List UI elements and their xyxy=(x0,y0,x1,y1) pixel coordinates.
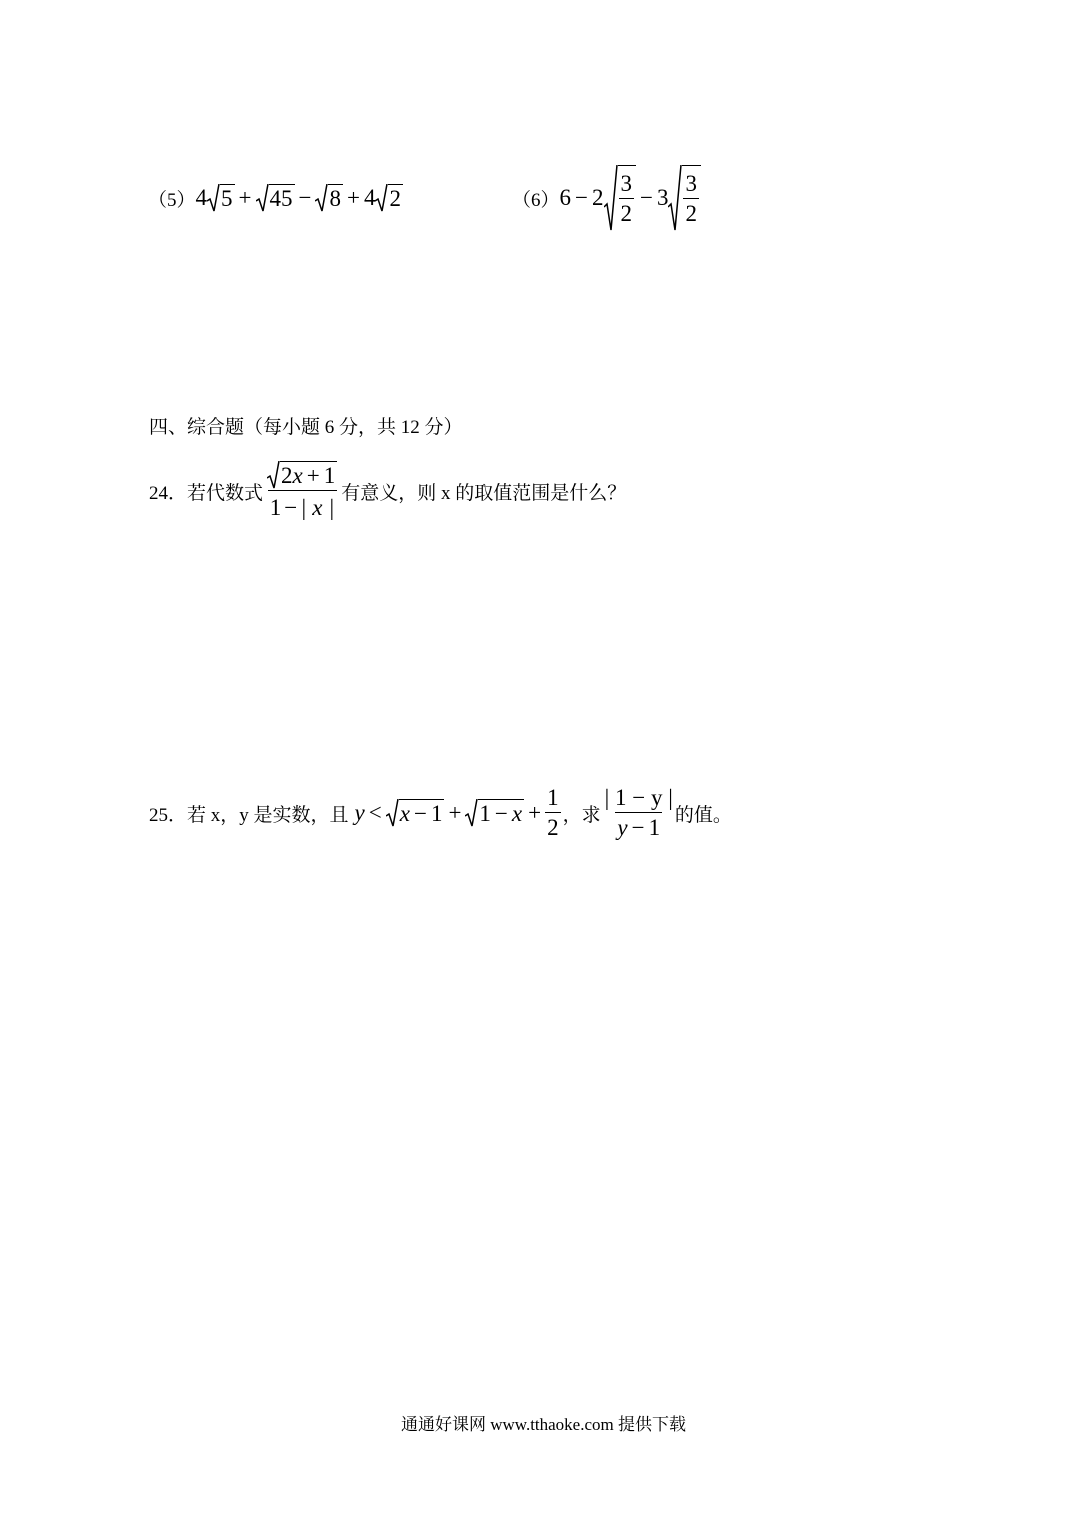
q25-inequality xyxy=(355,785,561,841)
operator: − xyxy=(298,185,312,210)
problem-6-expression xyxy=(560,165,701,231)
sqrt-5 xyxy=(207,184,235,212)
question-suffix: 的值。 xyxy=(674,804,732,826)
question-prefix: 若 x，y 是实数，且 xyxy=(187,804,349,826)
radicand xyxy=(399,799,445,827)
operator: − xyxy=(631,815,645,840)
sqrt-45 xyxy=(256,184,295,212)
variable: x xyxy=(292,463,303,489)
coef: 4 xyxy=(363,185,376,210)
sqrt-2 xyxy=(375,184,403,212)
constant: 6 xyxy=(559,185,572,210)
problem-5 xyxy=(148,180,403,216)
coef: 3 xyxy=(656,185,669,210)
q24-denominator xyxy=(268,490,337,521)
abs-1-minus-y: | 1 − y | xyxy=(604,785,673,810)
question-25 xyxy=(149,780,732,846)
radicand: 2 xyxy=(389,186,401,211)
numerator: 1 xyxy=(547,785,559,810)
radicand: 8 xyxy=(329,186,341,211)
term: 1 xyxy=(479,801,491,826)
sqrt-fraction-2 xyxy=(668,165,701,231)
radicand xyxy=(478,799,524,827)
variable: y xyxy=(354,800,365,825)
radicand: 45 xyxy=(269,186,293,211)
numerator: 3 xyxy=(685,171,697,196)
sqrt-x-minus-1 xyxy=(386,799,445,827)
question-24 xyxy=(149,453,626,529)
question-number: 25． xyxy=(149,804,188,826)
problem-6-label: （6） xyxy=(512,189,560,211)
numerator xyxy=(603,785,675,812)
term: 1 xyxy=(323,463,336,489)
coef: 4 xyxy=(195,185,208,210)
operator: + xyxy=(448,800,462,825)
question-middle: ，求 xyxy=(562,804,601,826)
operator: − xyxy=(640,185,653,210)
problem-5-label: （5） xyxy=(148,189,196,211)
numerator: 3 xyxy=(620,171,632,196)
denominator: 2 xyxy=(619,198,635,227)
operator: + xyxy=(346,185,360,210)
variable: x xyxy=(399,801,410,826)
sqrt-1-minus-x xyxy=(465,799,524,827)
sqrt-8 xyxy=(315,184,343,212)
denominator xyxy=(615,812,662,841)
q24-numerator xyxy=(265,461,339,491)
radicand: 5 xyxy=(221,186,233,211)
operator: − xyxy=(284,495,298,521)
operator: − xyxy=(494,801,508,826)
term: 1 xyxy=(269,495,282,521)
denominator: 2 xyxy=(545,812,561,841)
page-footer: 通通好课网 www.tthaoke.com 提供下载 xyxy=(400,1415,687,1434)
coef: 2 xyxy=(592,185,604,210)
operator: − xyxy=(575,185,588,210)
variable: y xyxy=(617,815,628,840)
fraction-3-2 xyxy=(619,171,635,227)
sqrt-fraction-1 xyxy=(604,165,637,231)
variable: x xyxy=(511,801,523,826)
term: 1 xyxy=(648,815,661,840)
term: 2 xyxy=(281,463,293,489)
sqrt-2x-plus-1 xyxy=(267,461,337,489)
denominator: 2 xyxy=(683,198,699,227)
section-heading: 四、综合题（每小题 6 分，共 12 分） xyxy=(149,417,463,438)
abs-x: | x | xyxy=(300,495,335,521)
radicand xyxy=(618,165,637,231)
operator: − xyxy=(413,801,427,826)
operator: + xyxy=(528,800,542,825)
problem-6 xyxy=(512,163,701,233)
operator: + xyxy=(238,185,252,210)
radicand xyxy=(280,461,337,489)
operator: < xyxy=(368,800,382,825)
operator: + xyxy=(306,463,320,489)
radicand xyxy=(682,165,701,231)
fraction-one-half xyxy=(545,785,561,841)
fraction-3-2 xyxy=(683,171,699,227)
q24-fraction xyxy=(265,461,339,522)
question-suffix: 有意义，则 x 的取值范围是什么？ xyxy=(341,482,627,504)
question-number: 24． xyxy=(149,482,188,504)
problem-5-expression xyxy=(196,184,403,212)
q25-target-fraction xyxy=(603,785,675,841)
question-prefix: 若代数式 xyxy=(187,482,264,504)
term: 1 xyxy=(430,801,443,826)
